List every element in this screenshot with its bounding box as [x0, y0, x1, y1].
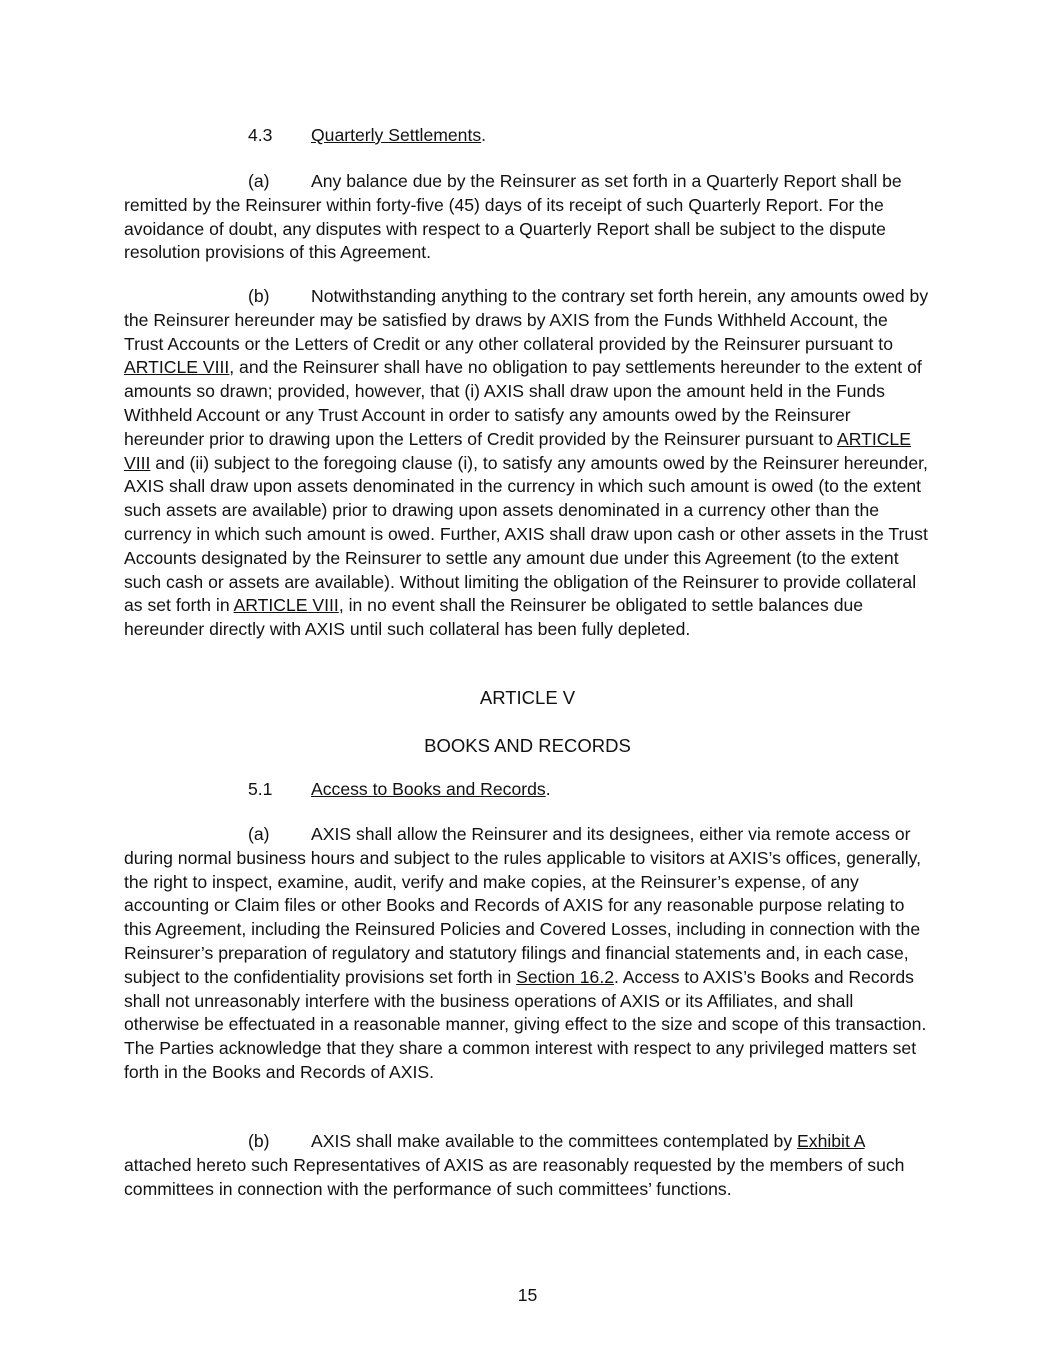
section-title: Quarterly Settlements.	[311, 125, 487, 145]
section-5-1-paragraph-a	[124, 823, 930, 1085]
paragraph-label: (b)	[248, 1131, 270, 1151]
section-4-3-paragraph-b	[124, 285, 930, 642]
paragraph-text: AXIS shall allow the Reinsurer and its designees, either via remote access or during normal business hours and subject to the rules applicable to visitors at AXIS’s offices, generally, the right to inspect, examine, audit, verify and make copies, at the Reinsurer’s expense, of any accounting or Claim files or other Books and Records of AXIS for any reasonable purpose relating to this Agreement, including the Reinsured Policies and Covered Losses, including in connection with the Reinsurer’s preparation of regulatory and statutory filings and financial statements and, in each case, subject to the confidentiality provisions set forth in	[124, 824, 922, 987]
paragraph-label: (a)	[248, 824, 270, 844]
section-number: 5.1	[248, 779, 273, 799]
paragraph-label: (a)	[248, 171, 270, 191]
section-title: Access to Books and Records.	[311, 779, 551, 799]
paragraph-text: , and the Reinsurer shall have no obligation to pay settlements hereunder to the extent of amounts so drawn; provided, however, that (i) AXIS shall draw upon the amount held in the Funds Withheld Account or any Trust Account in order to satisfy any amounts owed by the Reinsurer hereunder prior to drawing upon the Letters of Credit provided by the Reinsurer pursuant to	[124, 357, 922, 449]
paragraph-text: , in no event shall the Reinsurer be obligated to settle balances due hereunder directly with AXIS until such collateral has been fully depleted.	[124, 595, 864, 640]
paragraph-text: AXIS shall make available to the committees contemplated by	[311, 1131, 798, 1151]
section-number: 4.3	[248, 125, 273, 145]
paragraph-text: attached hereto such Representatives of AXIS as are reasonably requested by the members of such committees in connection with the performance of such committees’ functions.	[124, 1154, 905, 1199]
article-heading: ARTICLE V	[479, 687, 576, 708]
paragraph-text: Notwithstanding anything to the contrary set forth herein, any amounts owed by the Reinsurer hereunder may be satisfied by draws by AXIS from the Funds Withheld Account, the Trust Accounts or the Letters of Credit or any other collateral provided by the Reinsurer pursuant to	[124, 286, 929, 354]
article-viii-reference-link[interactable]: ARTICLE VIII	[124, 357, 230, 378]
article-subheading: BOOKS AND RECORDS	[424, 735, 631, 756]
page-number: 15	[517, 1285, 538, 1305]
section-5-1-paragraph-b	[124, 1130, 930, 1201]
section-16-2-reference-link[interactable]: Section 16.2	[516, 966, 614, 987]
section-4-3-paragraph-a	[124, 170, 930, 265]
paragraph-text: Any balance due by the Reinsurer as set forth in a Quarterly Report shall be remitted by the Reinsurer within forty-five (45) days of its receipt of such Quarterly Report. For the avoidance of doubt, any disputes with respect to a Quarterly Report shall be subject to the dispute resolution provisions of this Agreement.	[124, 171, 902, 263]
paragraph-text: and (ii) subject to the foregoing clause (i), to satisfy any amounts owed by the Reinsurer hereunder, AXIS shall draw upon assets denominated in the currency in which such amount is owed (to the extent such assets are available) prior to drawing upon assets denominated in a currency other than the currency in which such amount is owed. Further, AXIS shall draw upon cash or other assets in the Trust Accounts designated by the Reinsurer to settle any amount due under this Agreement (to the extent such cash or assets are available). Without limiting the obligation of the Reinsurer to provide collateral as set forth in	[124, 452, 928, 616]
article-viii-reference-link[interactable]: ARTICLE VIII	[124, 428, 911, 473]
article-viii-reference-link[interactable]: ARTICLE VIII	[233, 595, 339, 616]
section-title-text: Quarterly Settlements	[311, 125, 482, 145]
paragraph-text: . Access to AXIS’s Books and Records shall not unreasonably interfere with the business operations of AXIS or its Affiliates, and shall otherwise be effectuated in a reasonable manner, giving effect to the size and scope of this transaction. The Parties acknowledge that they share a common interest with respect to any privileged matters set forth in the Books and Records of AXIS.	[124, 966, 927, 1082]
paragraph-label: (b)	[248, 286, 270, 306]
section-title-text: Access to Books and Records	[311, 779, 546, 799]
exhibit-a-reference-link[interactable]: Exhibit A	[797, 1131, 865, 1151]
